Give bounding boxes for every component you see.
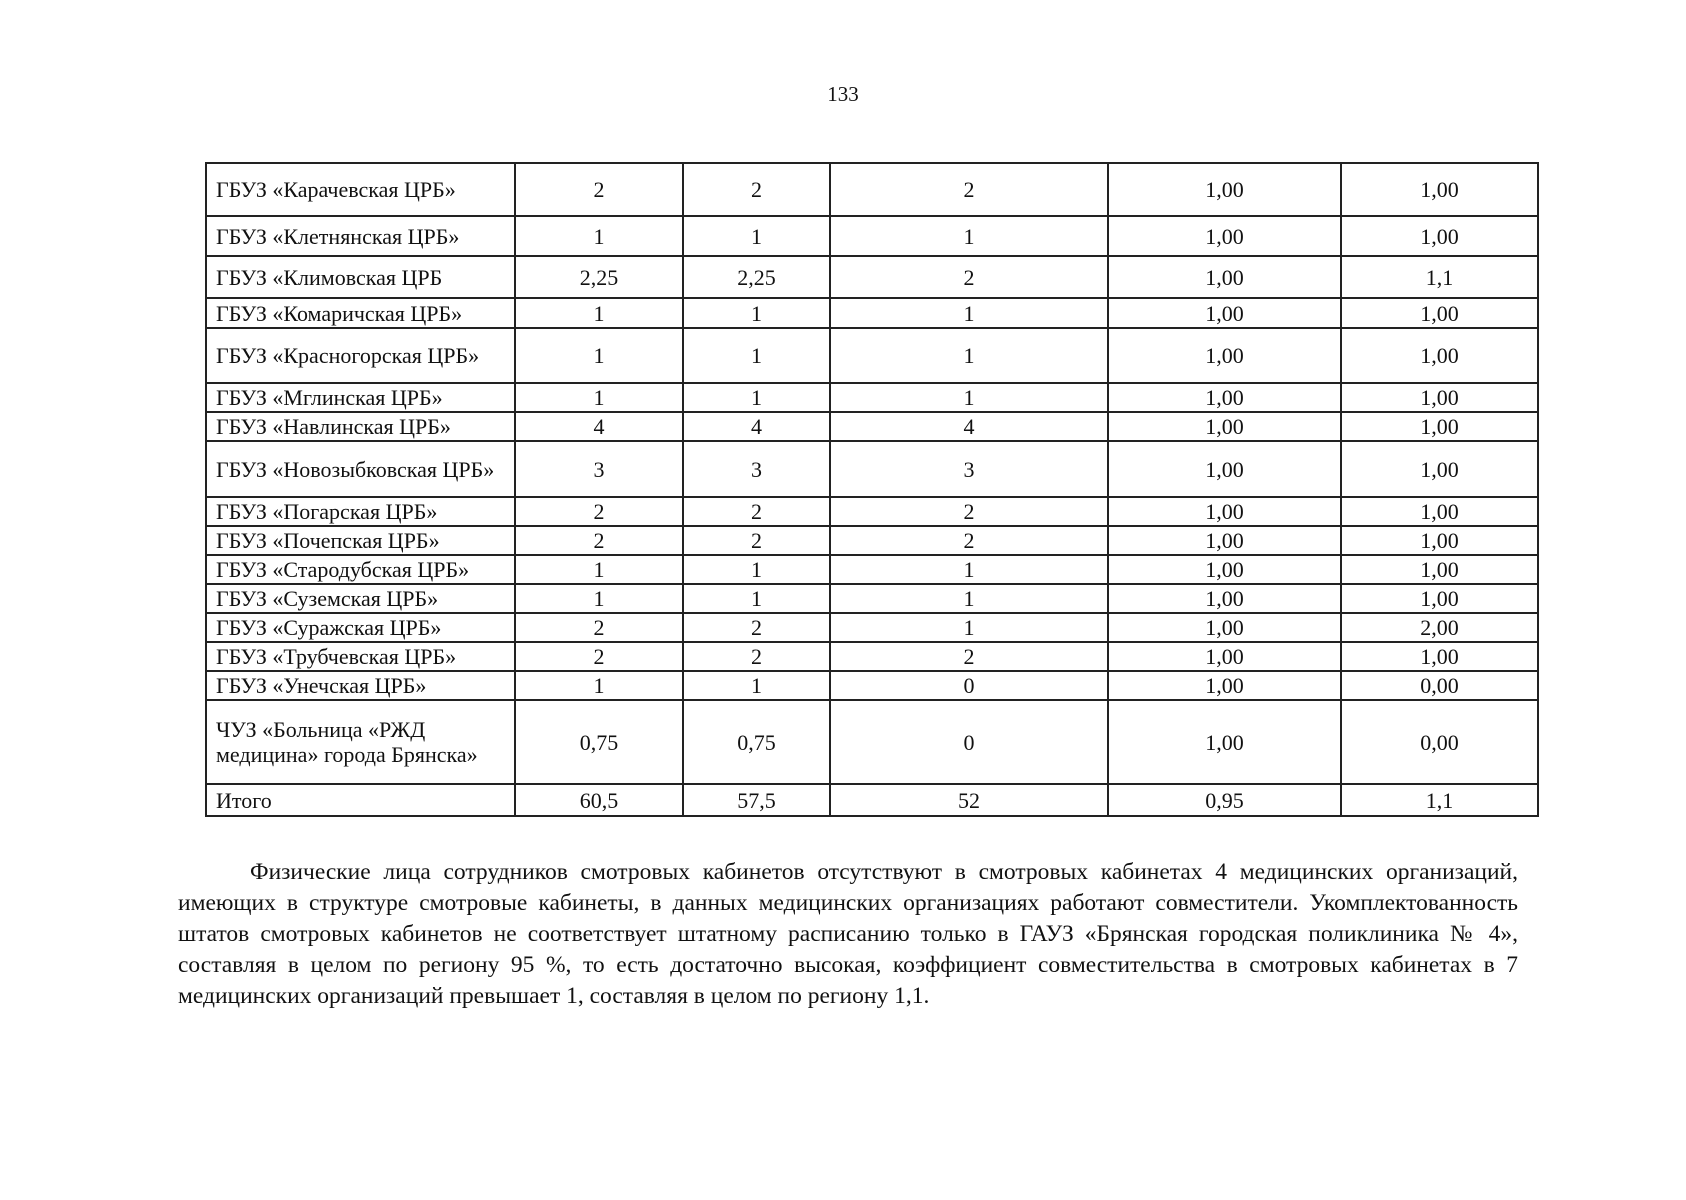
table-cell: 1 xyxy=(830,298,1108,328)
organization-name-cell: ГБУЗ «Климовская ЦРБ xyxy=(206,256,515,298)
organization-name-cell: ГБУЗ «Суражская ЦРБ» xyxy=(206,613,515,642)
table-cell: 1 xyxy=(515,216,683,256)
table-cell: 2 xyxy=(515,642,683,671)
table-row xyxy=(206,328,1538,383)
table-row xyxy=(206,298,1538,328)
table-row xyxy=(206,700,1538,784)
table-cell: 2 xyxy=(515,526,683,555)
organization-name-cell: ГБУЗ «Унечская ЦРБ» xyxy=(206,671,515,700)
table-cell: 1,00 xyxy=(1341,642,1538,671)
table-cell: 1,00 xyxy=(1341,298,1538,328)
table-row xyxy=(206,497,1538,526)
table-cell: 1,00 xyxy=(1108,163,1341,216)
table-cell: 2 xyxy=(683,497,830,526)
table-cell: 1,00 xyxy=(1108,256,1341,298)
table-cell: 1 xyxy=(515,328,683,383)
table-cell: 4 xyxy=(830,412,1108,441)
table-cell: 3 xyxy=(515,441,683,497)
table-row xyxy=(206,441,1538,497)
table-cell: 1,00 xyxy=(1108,298,1341,328)
table-cell: 0,00 xyxy=(1341,700,1538,784)
organization-name-cell: ГБУЗ «Навлинская ЦРБ» xyxy=(206,412,515,441)
table-cell: 1,00 xyxy=(1341,497,1538,526)
table-cell: 2 xyxy=(830,256,1108,298)
table-cell: 1,00 xyxy=(1341,555,1538,584)
table-cell: 1,00 xyxy=(1108,555,1341,584)
table-cell: 2 xyxy=(830,526,1108,555)
table-cell: 1,00 xyxy=(1341,328,1538,383)
organization-name-cell: ГБУЗ «Трубчевская ЦРБ» xyxy=(206,642,515,671)
table-cell: 2 xyxy=(515,613,683,642)
table-cell: 60,5 xyxy=(515,784,683,816)
table-cell: 1 xyxy=(830,584,1108,613)
table-cell: 1,00 xyxy=(1341,163,1538,216)
table-cell: 2 xyxy=(683,163,830,216)
table-cell: 1,00 xyxy=(1341,216,1538,256)
table-cell: 1 xyxy=(683,555,830,584)
table-cell: 2 xyxy=(683,613,830,642)
table-cell: 1,00 xyxy=(1108,700,1341,784)
table-cell: 1,00 xyxy=(1341,526,1538,555)
table-cell: 1 xyxy=(515,584,683,613)
table-cell: 0 xyxy=(830,700,1108,784)
table-cell: 1 xyxy=(683,584,830,613)
table-row xyxy=(206,613,1538,642)
organization-name-cell: ГБУЗ «Погарская ЦРБ» xyxy=(206,497,515,526)
table-cell: 1,00 xyxy=(1108,613,1341,642)
organization-name-cell: ГБУЗ «Новозыбковская ЦРБ» xyxy=(206,441,515,497)
table-cell: 1,00 xyxy=(1341,441,1538,497)
table-row xyxy=(206,163,1538,216)
table-cell: 0,75 xyxy=(515,700,683,784)
table-cell: 3 xyxy=(683,441,830,497)
table-row-total xyxy=(206,784,1538,816)
table-cell: 1 xyxy=(515,555,683,584)
table-cell: 1,00 xyxy=(1108,526,1341,555)
table-cell: 1 xyxy=(515,383,683,412)
table-cell: 0 xyxy=(830,671,1108,700)
table-row xyxy=(206,555,1538,584)
staffing-table xyxy=(205,162,1539,817)
total-label-cell: Итого xyxy=(206,784,515,816)
table-cell: 1 xyxy=(515,671,683,700)
table-cell: 1,00 xyxy=(1341,383,1538,412)
organization-name-cell: ГБУЗ «Почепская ЦРБ» xyxy=(206,526,515,555)
body-paragraph: Физические лица сотрудников смотровых кабинетов отсутствуют в смотровых кабинетах 4 медицинских организаций, имеющих в структуре смотровые кабинеты, в данных медицинских организациях работают совместители. Укомплектованность штатов смотровых кабинетов не соответствует штатному расписанию только в ГАУЗ «Брянская городская поликлиника № 4», составляя в целом по региону 95 %, то есть достаточно высокая, коэффициент совместительства в смотровых кабинетах в 7 медицинских организаций превышает 1, составляя в целом по региону 1,1. xyxy=(178,859,1518,1009)
table-cell: 1,00 xyxy=(1108,584,1341,613)
table-cell: 0,00 xyxy=(1341,671,1538,700)
table-cell: 2 xyxy=(683,526,830,555)
table-cell: 2 xyxy=(830,642,1108,671)
table-cell: 2 xyxy=(515,497,683,526)
table-cell: 1,00 xyxy=(1108,441,1341,497)
organization-name-cell: ГБУЗ «Карачевская ЦРБ» xyxy=(206,163,515,216)
table-cell: 2 xyxy=(515,163,683,216)
table-cell: 1,00 xyxy=(1341,412,1538,441)
table-cell: 1 xyxy=(830,555,1108,584)
table-row xyxy=(206,526,1538,555)
table-cell: 1,00 xyxy=(1108,671,1341,700)
organization-name-cell: ГБУЗ «Стародубская ЦРБ» xyxy=(206,555,515,584)
table-cell: 1 xyxy=(830,328,1108,383)
table-cell: 57,5 xyxy=(683,784,830,816)
table-row xyxy=(206,383,1538,412)
organization-name-cell: ЧУЗ «Больница «РЖД медицина» города Брянска» xyxy=(206,700,515,784)
organization-name-cell: ГБУЗ «Комаричская ЦРБ» xyxy=(206,298,515,328)
table-cell: 1,00 xyxy=(1108,216,1341,256)
table-row xyxy=(206,671,1538,700)
table-cell: 1 xyxy=(683,328,830,383)
table-cell: 1,00 xyxy=(1108,497,1341,526)
table-cell: 52 xyxy=(830,784,1108,816)
table-cell: 4 xyxy=(515,412,683,441)
organization-name-cell: ГБУЗ «Клетнянская ЦРБ» xyxy=(206,216,515,256)
table-cell: 1 xyxy=(830,216,1108,256)
organization-name-cell: ГБУЗ «Красногорская ЦРБ» xyxy=(206,328,515,383)
table-cell: 1,00 xyxy=(1108,412,1341,441)
table-cell: 1 xyxy=(683,216,830,256)
table-cell: 2 xyxy=(830,497,1108,526)
organization-name-cell: ГБУЗ «Мглинская ЦРБ» xyxy=(206,383,515,412)
table-cell: 1 xyxy=(683,671,830,700)
table-cell: 1,00 xyxy=(1341,584,1538,613)
table-cell: 2,00 xyxy=(1341,613,1538,642)
table-cell: 1 xyxy=(830,613,1108,642)
table-cell: 1,1 xyxy=(1341,256,1538,298)
table-cell: 1,00 xyxy=(1108,328,1341,383)
table-row xyxy=(206,584,1538,613)
table-cell: 2 xyxy=(683,642,830,671)
table-cell: 4 xyxy=(683,412,830,441)
table-cell: 1,00 xyxy=(1108,383,1341,412)
table-row xyxy=(206,216,1538,256)
table-cell: 1 xyxy=(683,383,830,412)
table-cell: 1 xyxy=(683,298,830,328)
table-cell: 2,25 xyxy=(683,256,830,298)
table-cell: 1,1 xyxy=(1341,784,1538,816)
table-cell: 1 xyxy=(830,383,1108,412)
organization-name-cell: ГБУЗ «Суземская ЦРБ» xyxy=(206,584,515,613)
table-row xyxy=(206,642,1538,671)
table-cell: 0,95 xyxy=(1108,784,1341,816)
table-cell: 1 xyxy=(515,298,683,328)
table-cell: 2,25 xyxy=(515,256,683,298)
table-row xyxy=(206,412,1538,441)
table-cell: 2 xyxy=(830,163,1108,216)
page-number: 133 xyxy=(827,82,859,106)
table-cell: 3 xyxy=(830,441,1108,497)
table-cell: 0,75 xyxy=(683,700,830,784)
table-cell: 1,00 xyxy=(1108,642,1341,671)
table-row xyxy=(206,256,1538,298)
